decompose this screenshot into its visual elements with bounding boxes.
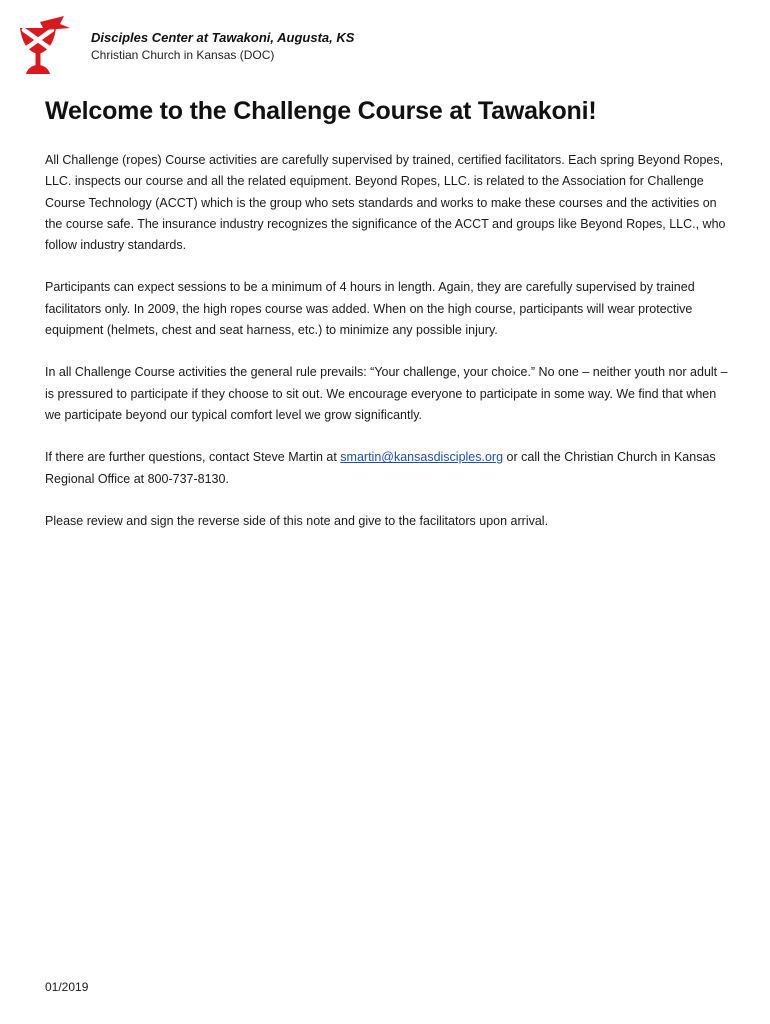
paragraph-sessions: Participants can expect sessions to be a minimum of 4 hours in length. Again, they are carefully supervised by trained facilitators only. In 2009, the high ropes course was added. When on the high course, participants will wear protective equipment (helmets, chest and seat harness, etc.) to minimize any possible injury. [45,280,695,338]
contact-text-before: If there are further questions, contact Steve Martin at [45,450,341,465]
chalice-logo-icon [14,14,78,78]
letter-body [45,150,735,553]
email-link[interactable]: smartin@kansasdisciples.org [340,450,504,465]
contact-text-after: or call the Christian Church in Kansas Regional Office at 800-737-8130. [45,450,716,486]
footer-date: 01/2019 [45,980,89,994]
paragraph-contact [45,447,735,490]
organization-subtitle: Christian Church in Kansas (DOC) [91,48,275,62]
page-title: Welcome to the Challenge Course at Tawakoni! [45,97,597,125]
organization-name: Disciples Center at Tawakoni, Augusta, KS [91,30,355,45]
paragraph-facilitators: All Challenge (ropes) Course activities are carefully supervised by trained, certified facilitators. Each spring Beyond Ropes, LLC. inspects our course and all the related equipment. Beyond Ropes, LLC. is related to the Association for Challenge Course Technology (ACCT) which is the group who sets standards and works to make these courses and the activities on the course safe. The insurance industry recognizes the significance of the ACCT and groups like Beyond Ropes, LLC., who follow industry standards. [45,153,726,253]
paragraph-sign-reverse: Please review and sign the reverse side of this note and give to the facilitators upon arrival. [45,513,549,528]
header [91,29,354,64]
paragraph-challenge-rule: In all Challenge Course activities the general rule prevails: “Your challenge, your choice.” No one – neither youth nor adult – is pressured to participate if they choose to sit out. We encourage everyone to participate in some way. We find that when we participate beyond our typical comfort level we grow significantly. [45,365,728,422]
